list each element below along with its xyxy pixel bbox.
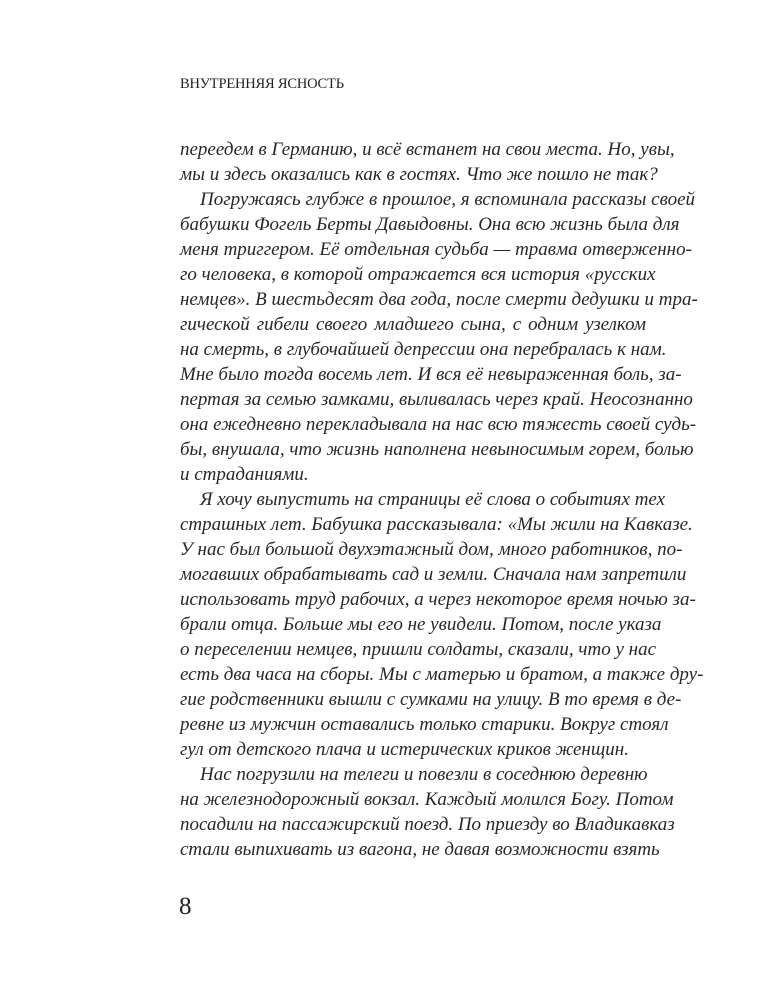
body-text: [180, 137, 704, 862]
text-line: о переселении немцев, пришли солдаты, сказали, что у нас: [180, 639, 657, 660]
text-line: на железнодорожный вокзал. Каждый молился Богу. Потом: [180, 789, 674, 810]
page-number: 8: [179, 893, 192, 920]
text-line: гической гибели своего младшего сына, с одним узелком: [180, 314, 646, 335]
text-line: немцев». В шестьдесят два года, после смерти дедушки и тра-: [180, 289, 698, 310]
text-line: страшных лет. Бабушка рассказывала: «Мы жили на Кавказе.: [180, 514, 693, 535]
text-line: Я хочу выпустить на страницы её слова о событиях тех: [200, 489, 666, 510]
text-line: переедем в Германию, и всё встанет на свои места. Но, увы,: [180, 139, 675, 160]
text-line: ревне из мужчин оставались только старики. Вокруг стоял: [180, 714, 669, 735]
text-line: гул от детского плача и истерических криков женщин.: [180, 739, 629, 760]
text-line: она ежедневно перекладывала на нас всю тяжесть своей судь-: [180, 414, 697, 435]
text-line: Мне было тогда восемь лет. И вся её невыраженная боль, за-: [180, 364, 682, 385]
text-line: Нас погрузили на телеги и повезли в соседнюю деревню: [200, 764, 648, 785]
text-line: могавших обрабатывать сад и земли. Сначала нам запретили: [180, 564, 687, 585]
text-line: бабушки Фогель Берты Давыдовны. Она всю жизнь была для: [180, 214, 680, 235]
text-line: использовать труд рабочих, а через некоторое время ночью за-: [180, 589, 696, 610]
text-line: и страданиями.: [180, 464, 309, 485]
text-line: на смерть, в глубочайшей депрессии она перебралась к нам.: [180, 339, 667, 360]
text-line: есть два часа на сборы. Мы с матерью и братом, а также дру-: [180, 664, 704, 685]
text-line: гие родственники вышли с сумками на улицу. В то время в де-: [180, 689, 682, 710]
text-line: го человека, в которой отражается вся история «русских: [180, 264, 656, 285]
running-header: ВНУТРЕННЯЯ ЯСНОСТЬ: [180, 76, 344, 92]
text-line: мы и здесь оказались как в гостях. Что же пошло не так?: [180, 164, 658, 185]
text-line: Погружаясь глубже в прошлое, я вспоминала рассказы своей: [200, 189, 696, 210]
text-line: меня триггером. Её отдельная судьба — травма отверженно-: [180, 239, 692, 260]
text-line: У нас был большой двухэтажный дом, много работников, по-: [180, 539, 683, 560]
text-line: пертая за семью замками, выливалась через край. Неосознанно: [180, 389, 693, 410]
text-line: бы, внушала, что жизнь наполнена невыносимым горем, болью: [180, 439, 694, 460]
text-line: посадили на пассажирский поезд. По приезду во Владикавказ: [180, 814, 675, 835]
text-line: брали отца. Больше мы его не увидели. Потом, после указа: [180, 614, 662, 635]
text-line: стали выпихивать из вагона, не давая возможности взять: [180, 839, 660, 860]
